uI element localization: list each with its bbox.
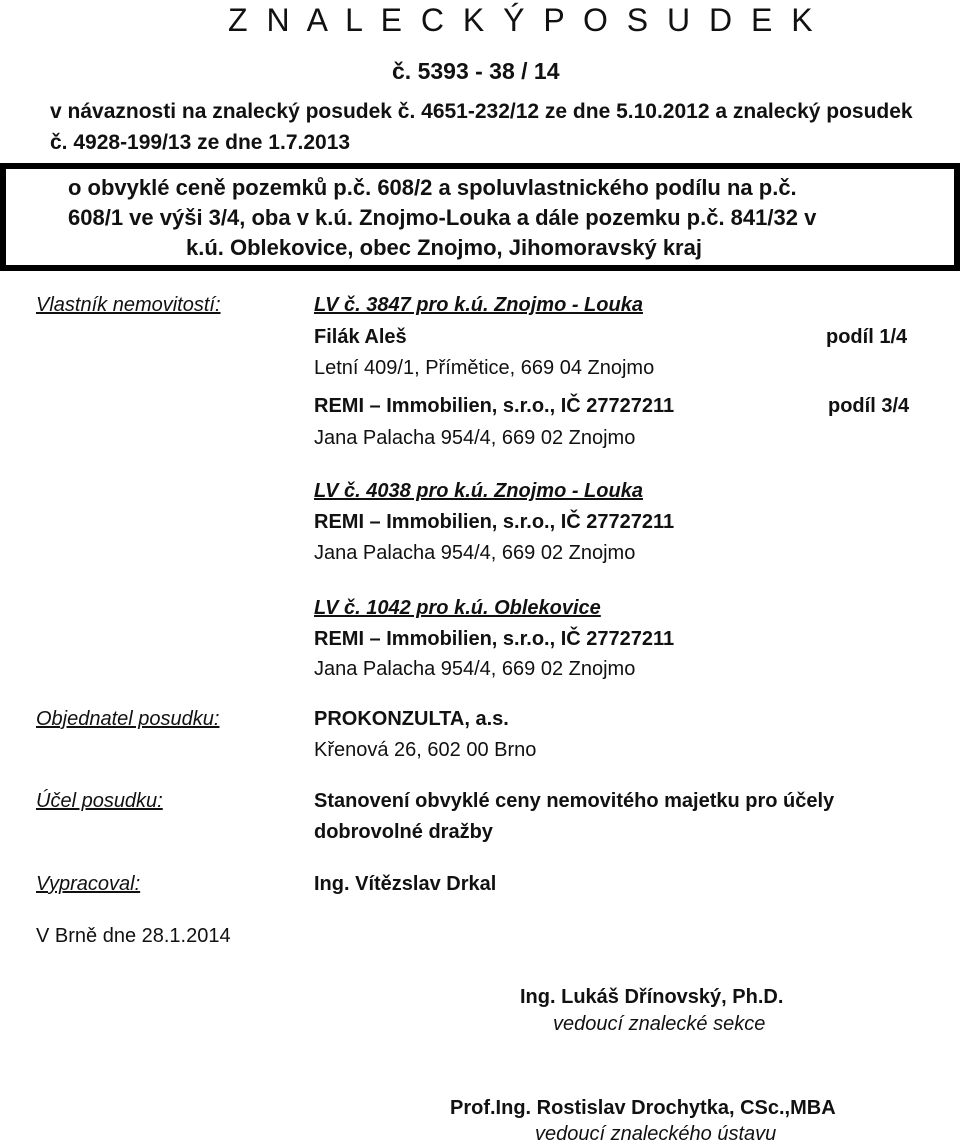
subject-line-1: o obvyklé ceně pozemků p.č. 608/2 a spoluvlastnického podílu na p.č.	[68, 175, 797, 200]
lv3-owner-name: REMI – Immobilien, s.r.o., IČ 27727211	[314, 628, 675, 650]
signature-2-name: Prof.Ing. Rostislav Drochytka, CSc.,MBA	[450, 1097, 836, 1119]
client-address: Křenová 26, 602 00 Brno	[314, 739, 537, 761]
client-name: PROKONZULTA, a.s.	[314, 708, 509, 730]
document-title: Z N A L E C K Ý P O S U D E K	[228, 2, 818, 38]
lv1-owner2-name: REMI – Immobilien, s.r.o., IČ 27727211	[314, 395, 675, 417]
signature-1-role: vedoucí znalecké sekce	[553, 1013, 766, 1035]
lv3-heading: LV č. 1042 pro k.ú. Oblekovice	[314, 597, 601, 619]
client-label: Objednatel posudku:	[36, 708, 220, 730]
lv1-owner2-share: podíl 3/4	[828, 395, 910, 417]
owners-label: Vlastník nemovitostí:	[36, 294, 221, 316]
lv2-owner-address: Jana Palacha 954/4, 669 02 Znojmo	[314, 542, 636, 564]
lv2-owner-name: REMI – Immobilien, s.r.o., IČ 27727211	[314, 511, 675, 533]
subject-box	[0, 163, 960, 271]
reference-text: v návaznosti na znalecký posudek č. 4651-232/12 ze dne 5.10.2012 a znalecký posudek č. 4928-199/13 ze dne 1.7.2013	[50, 100, 913, 154]
place-date: V Brně dne 28.1.2014	[36, 925, 231, 947]
purpose-label: Účel posudku:	[36, 790, 163, 812]
author-name: Ing. Vítězslav Drkal	[314, 873, 497, 895]
signature-2-role: vedoucí znaleckého ústavu	[535, 1123, 777, 1145]
lv1-owner2-address: Jana Palacha 954/4, 669 02 Znojmo	[314, 427, 636, 449]
lv1-owner1-share: podíl 1/4	[826, 326, 908, 348]
signature-1-name: Ing. Lukáš Dřínovský, Ph.D.	[520, 986, 784, 1008]
purpose-line-1: Stanovení obvyklé ceny nemovitého majetku pro účely	[314, 790, 835, 812]
lv1-owner1-name: Filák Aleš	[314, 326, 407, 348]
document-number: č. 5393 - 38 / 14	[392, 58, 560, 84]
lv1-heading: LV č. 3847 pro k.ú. Znojmo - Louka	[314, 294, 643, 316]
subject-line-3: k.ú. Oblekovice, obec Znojmo, Jihomoravský kraj	[186, 235, 702, 260]
author-label: Vypracoval:	[36, 873, 141, 895]
subject-line-2: 608/1 ve výši 3/4, oba v k.ú. Znojmo-Louka a dále pozemku p.č. 841/32 v	[68, 205, 817, 230]
lv1-owner1-address: Letní 409/1, Přímětice, 669 04 Znojmo	[314, 357, 655, 379]
lv3-owner-address: Jana Palacha 954/4, 669 02 Znojmo	[314, 658, 636, 680]
lv2-heading: LV č. 4038 pro k.ú. Znojmo - Louka	[314, 480, 643, 502]
purpose-line-2: dobrovolné dražby	[314, 821, 493, 843]
